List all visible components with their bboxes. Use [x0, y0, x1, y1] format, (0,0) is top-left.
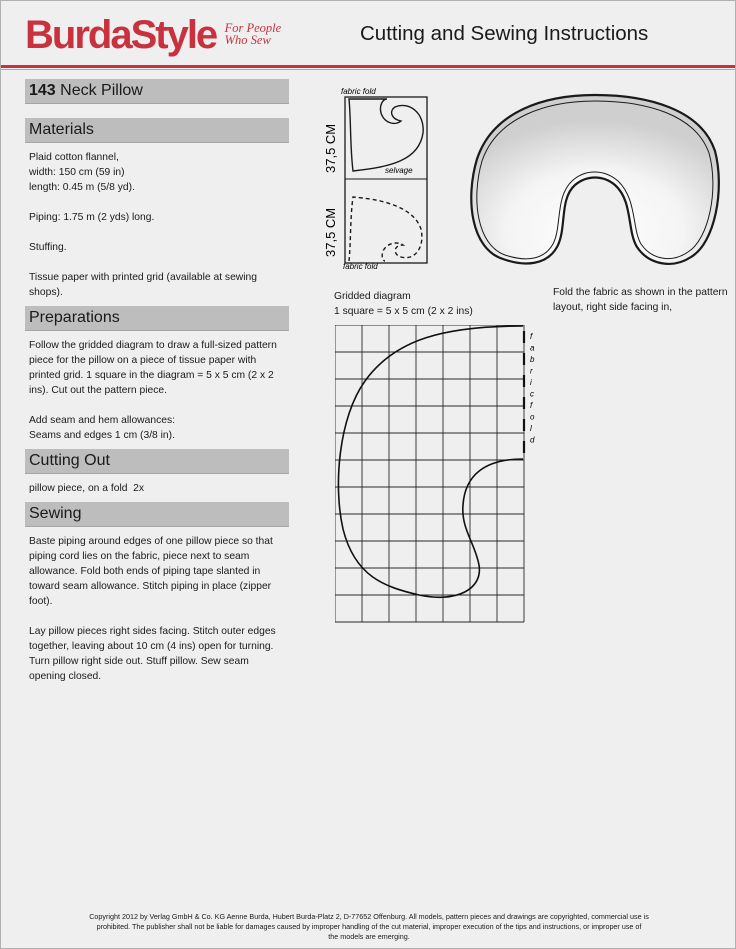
- document-title: Cutting and Sewing Instructions: [360, 22, 649, 45]
- footer-line-3: the models are emerging.: [328, 932, 410, 941]
- selvage-label: selvage: [385, 166, 413, 175]
- preparations-section: [25, 331, 289, 449]
- fold-letter: c: [530, 389, 534, 399]
- materials-width: width: 150 cm (59 in): [29, 167, 125, 178]
- pattern-number: 143: [29, 82, 56, 99]
- logo-tagline: [225, 22, 282, 46]
- fold-letter: i: [530, 378, 532, 387]
- fold-letter: f: [530, 401, 533, 410]
- cutting-text: pillow piece, on a fold 2x: [29, 483, 145, 494]
- pattern-piece-dashed: [349, 197, 422, 261]
- grid-diagram-title: Gridded diagram: [334, 291, 411, 302]
- fold-instruction-note: Fold the fabric as shown in the pattern layout, right side facing in,: [553, 287, 728, 313]
- dimension-bottom: 37,5 CM: [323, 207, 338, 257]
- fold-letter: b: [530, 355, 535, 364]
- header-divider-gray: [1, 69, 735, 70]
- dimension-top: 37,5 CM: [323, 123, 338, 173]
- header-divider-red: [1, 65, 735, 68]
- preparations-heading: Preparations: [25, 306, 289, 331]
- preparations-allowance-label: Add seam and hem allowances:: [29, 415, 175, 426]
- fold-label-bottom: fabric fold: [343, 262, 378, 271]
- preparations-paragraph-1: Follow the gridded diagram to draw a full-sized pattern piece for the pillow on a piece of tissue paper with printed grid. 1 square in the diagram = 5 x 5 cm (2 x 2 ins). Cut out the pattern piece.: [29, 340, 277, 396]
- cutting-heading: Cutting Out: [25, 449, 289, 474]
- finished-pillow-illustration: [463, 89, 725, 269]
- tagline-line-2: Who Sew: [224, 33, 271, 47]
- fold-label-letters: [530, 332, 535, 445]
- fold-letter: o: [530, 412, 535, 422]
- footer-line-1: Copyright 2012 by Verlag GmbH & Co. KG Aenne Burda, Hubert Burda-Platz 2, D-77652 Offenburg. All models, pattern pieces and drawings are copyrighted, commercial use is: [89, 912, 649, 921]
- preparations-allowance-value: Seams and edges 1 cm (3/8 in).: [29, 430, 175, 441]
- sewing-paragraph-1: Baste piping around edges of one pillow piece so that piping cord lies on the fabric, piece next to seam allowance. Fold both ends of piping tape slanted in toward seam allowance. Stitch piping in place (zipper foot).: [29, 536, 273, 607]
- pattern-title-bar: [25, 79, 289, 104]
- footer-line-2: prohibited. The publisher shall not be liable for damages caused by improper handling of the cut material, improper execution of the tips and instructions, or improper use of: [96, 922, 642, 931]
- materials-stuffing: Stuffing.: [29, 242, 67, 253]
- pattern-name: Neck Pillow: [60, 82, 143, 99]
- fold-letter: f: [530, 332, 533, 341]
- materials-tissue: Tissue paper with printed grid (available at sewing shops).: [29, 272, 257, 298]
- fold-letter: r: [530, 366, 533, 376]
- grid-diagram-caption: [334, 289, 473, 319]
- fabric-outline: [345, 97, 427, 263]
- instructions-column: [25, 79, 289, 690]
- sewing-heading: Sewing: [25, 502, 289, 527]
- materials-heading: Materials: [25, 118, 289, 143]
- pattern-piece-outline: [338, 326, 523, 597]
- grid-lines: [335, 325, 524, 622]
- materials-piping: Piping: 1.75 m (2 yds) long.: [29, 212, 155, 223]
- gridded-diagram: [335, 325, 545, 625]
- burdastyle-logo: [25, 13, 281, 57]
- materials-section: [25, 143, 289, 306]
- grid-diagram-scale: 1 square = 5 x 5 cm (2 x 2 ins): [334, 306, 473, 317]
- fold-letter: l: [530, 424, 532, 433]
- cutting-section: [25, 474, 289, 502]
- pattern-piece-solid: [349, 99, 423, 171]
- tagline-line-1: For People: [224, 21, 282, 35]
- logo-wordmark: BurdaStyle: [25, 13, 217, 57]
- sewing-paragraph-2: Lay pillow pieces right sides facing. Stitch outer edges together, leaving about 10 cm (4 ins) open for turning. Turn pillow right side out. Stuff pillow. Sew seam opening closed.: [29, 626, 276, 682]
- fabric-layout-diagram: [319, 85, 439, 275]
- materials-fabric: Plaid cotton flannel,: [29, 152, 119, 163]
- copyright-footer: [29, 912, 709, 942]
- sewing-section: [25, 527, 289, 690]
- materials-length: length: 0.45 m (5/8 yd).: [29, 182, 135, 193]
- fold-letter: a: [530, 343, 535, 353]
- fold-label-top: fabric fold: [341, 87, 376, 96]
- fold-letter: d: [530, 435, 535, 445]
